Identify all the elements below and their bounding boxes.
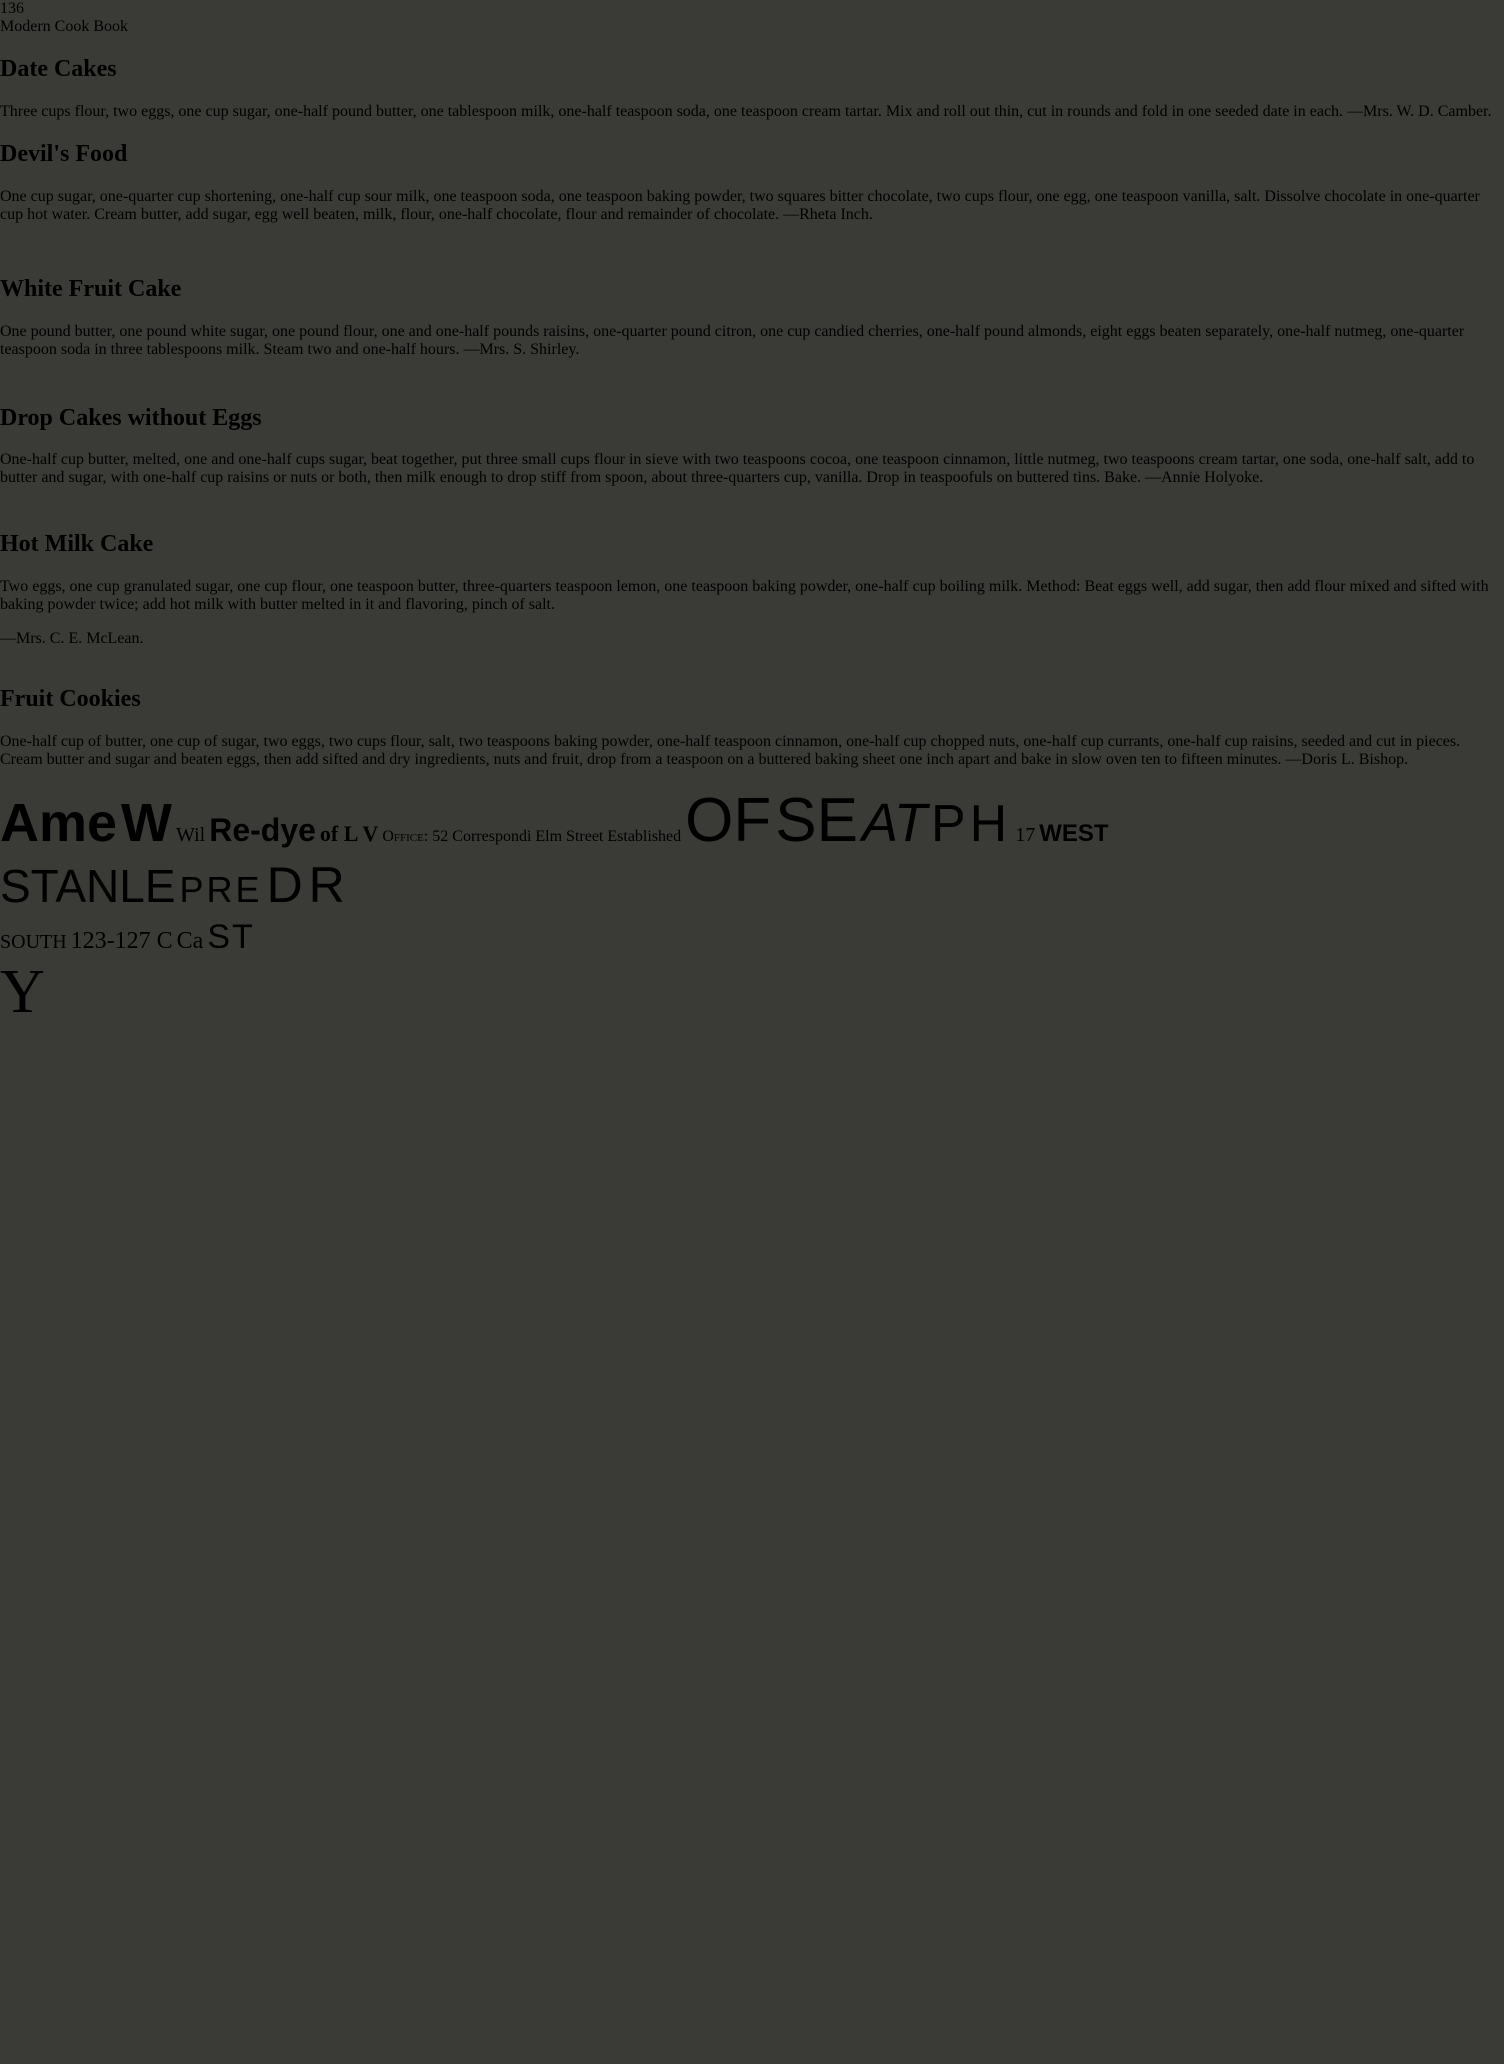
- facing-text: STANLE: [0, 860, 176, 913]
- recipe-signature: —Mrs. W. D. Camber.: [1347, 102, 1492, 120]
- recipe-body: [0, 451, 1504, 487]
- facing-text: Correspondi: [452, 828, 532, 846]
- facing-text: OF: [685, 786, 772, 856]
- recipe-text: One cup sugar, one-quarter cup shortening, one-half cup sour milk, one teaspoon soda, one teaspoon baking powder, two squares bitter chocolate, two cups flour, one egg, one teaspoon vanilla, salt. Dissolve chocolate in one-quarter cup hot water. Cream butter, add sugar, egg well beaten, milk, flour, one-half chocolate, flour and remainder of chocolate.: [0, 187, 1480, 223]
- facing-text: Y: [0, 958, 45, 1027]
- recipe-title: Drop Cakes without Eggs: [0, 404, 262, 431]
- facing-text: Wil: [176, 824, 206, 847]
- recipe-title: Fruit Cookies: [0, 686, 141, 713]
- facing-text: Ame: [0, 793, 118, 854]
- facing-text: PH: [930, 795, 1012, 854]
- facing-text: Elm Street: [535, 828, 604, 846]
- recipe-title: Hot Milk Cake: [0, 531, 154, 558]
- recipe-body: [0, 733, 1504, 769]
- recipe-signature: —Doris L. Bishop.: [1285, 751, 1409, 769]
- facing-text: SOUTH: [0, 931, 67, 954]
- facing-text: 123-127 C: [70, 928, 173, 955]
- recipe-text: Two eggs, one cup granulated sugar, one cup flour, one teaspoon butter, three-quarters teaspoon lemon, one teaspoon baking powder, one-half cup boiling milk. Method: Beat eggs well, add sugar, then add flour mixed and sifted with baking powder twice; add hot milk with butter melted in it and flavoring, pinch of salt.: [0, 578, 1489, 614]
- recipe: [0, 531, 1504, 648]
- facing-text: ST: [207, 918, 255, 957]
- recipe-signature: —Annie Holyoke.: [1145, 469, 1264, 487]
- facing-text: Ca: [176, 928, 204, 955]
- recipe-title: White Fruit Cake: [0, 275, 182, 302]
- recipe-signature: —Mrs. S. Shirley.: [463, 340, 580, 358]
- recipe: [0, 276, 1504, 359]
- recipe-list: [0, 56, 1504, 769]
- facing-page: [0, 785, 1504, 1028]
- facing-text: 17: [1015, 824, 1036, 847]
- facing-text: SE: [775, 786, 858, 856]
- recipe: [0, 405, 1504, 488]
- page-number: 136: [0, 0, 24, 17]
- facing-text: W: [121, 793, 173, 854]
- recipe-text: Three cups flour, two eggs, one cup sugar, one-half pound butter, one tablespoon milk, one-half teaspoon soda, one teaspoon cream tartar. Mix and roll out thin, cut in rounds and fold in one seeded date in each.: [0, 102, 1344, 120]
- recipe-text: One-half cup of butter, one cup of sugar, two eggs, two cups flour, salt, two teaspoons baking powder, one-half teaspoon cinnamon, one-half cup chopped nuts, one-half cup currants, one-half cup raisins, seeded and cut in pieces. Cream butter and sugar and beaten eggs, then add sifted and dry ingredients, nuts and fruit, drop from a teaspoon on a buttered baking sheet one inch apart and bake in slow oven ten to fifteen minutes.: [0, 733, 1461, 769]
- recipe-title: Devil's Food: [0, 140, 128, 167]
- recipe: [0, 56, 1504, 121]
- recipe-title: Date Cakes: [0, 55, 117, 82]
- facing-text: WEST: [1039, 820, 1109, 848]
- recipe-body: [0, 188, 1504, 224]
- recipe-signature: —Mrs. C. E. McLean.: [0, 630, 144, 648]
- facing-text: DR: [266, 857, 351, 914]
- recipe-body: [0, 103, 1504, 121]
- recipe: [0, 141, 1504, 224]
- book-binding: [0, 0, 60, 2064]
- recipe: [0, 686, 1504, 769]
- facing-text: of L: [319, 821, 359, 847]
- running-title: Modern Cook Book: [0, 18, 128, 35]
- facing-text: Re-dye: [209, 812, 316, 849]
- page-header: [0, 0, 1504, 36]
- recipe-text: One pound butter, one pound white sugar, one pound flour, one and one-half pounds raisins, one-quarter pound citron, one cup candied cherries, one-half pound almonds, eight eggs beaten separately, one-half nutmeg, one-quarter teaspoon soda in three tablespoons milk. Steam two and one-half hours.: [0, 322, 1465, 358]
- facing-text: AT: [861, 793, 927, 854]
- facing-text: V: [362, 821, 379, 847]
- recipe-body: [0, 578, 1504, 614]
- recipe-signature: —Rheta Inch.: [783, 205, 873, 223]
- facing-text: PRE: [179, 869, 263, 911]
- recipe-text: One-half cup butter, melted, one and one-half cups sugar, beat together, put three small cups flour in sieve with two teaspoons cocoa, one teaspoon cinnamon, little nutmeg, two teaspoons cream tartar, one soda, one-half salt, add to butter and sugar, with one-half cup raisins or nuts or both, then milk enough to drop stiff from spoon, about three-quarters cup, vanilla. Drop in teaspoofuls on buttered tins. Bake.: [0, 451, 1475, 487]
- facing-text: Office: 52: [382, 828, 449, 846]
- recipe-body: [0, 323, 1504, 359]
- facing-text: Established: [607, 828, 682, 846]
